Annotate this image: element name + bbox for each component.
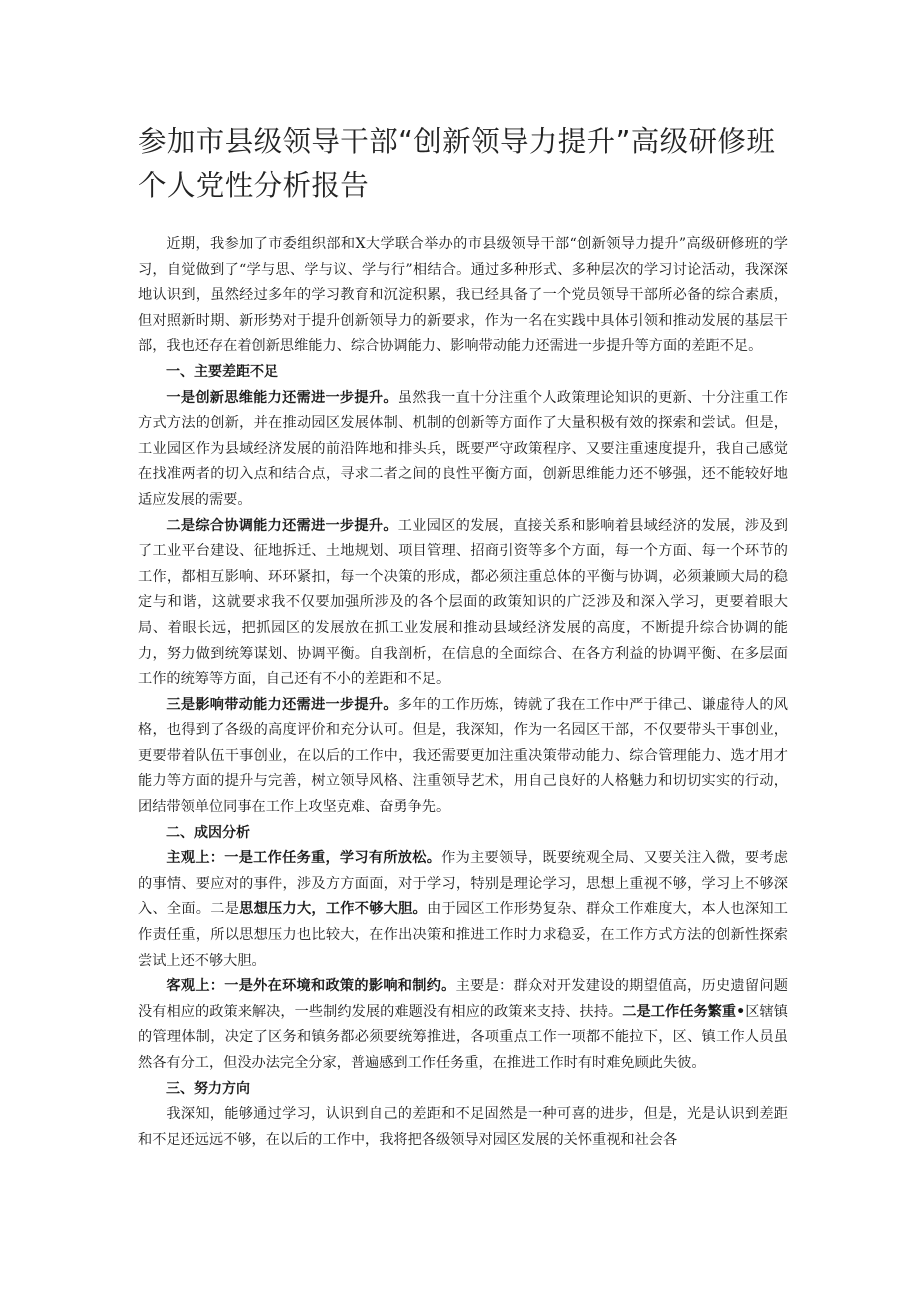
paragraph-innovation [138, 386, 788, 514]
paragraph-influence [138, 693, 788, 821]
document-page [138, 120, 788, 1153]
paragraph-lead: 客观上：一是外在环境和政策的影响和制约。 [166, 978, 456, 995]
paragraph-lead: 一是创新思维能力还需进一步提升。 [166, 389, 398, 406]
paragraph-body: 工业园区的发展，直接关系和影响着县域经济的发展，涉及到了工业平台建设、征地拆迁、土地规划、项目管理、招商引资等多个方面，每一个方面、每一个环节的工作，都相互影响、环环紧扣，每一个决策的形成，都必须注重总体的平衡与协调，必须兼顾大局的稳定与和谐，这就要求我不仅要加强所涉及的各个层面的政策知识的广泛涉及和深入学习，更要着眼大局、着眼长远，把抓园区的发展放在抓工业发展和推动县域经济发展的高度，不断提升综合协调的能力，努力做到统筹谋划、协调平衡。自我剖析，在信息的全面综合、在各方利益的协调平衡、在多层面工作的统筹等方面，自己还有不小的差距和不足。 [138, 517, 788, 688]
paragraph-objective [138, 974, 788, 1076]
paragraph-body: 主要是：群众对开发建设的期望值高，历史遗留问题没有相应的政策来解决，一些制约发展的难题没有相应的政策来支持、扶持。 [138, 978, 788, 1020]
paragraph-body-secondary: 区辖镇的管理体制，决定了区务和镇务都必须要统筹推进，各项重点工作一项都不能拉下，区、镇工作人员虽然各有分工，但没办法完全分家，普遍感到工作任务重，在推进工作时有时难免顾此失彼。 [138, 1003, 788, 1071]
intro-paragraph: 近期，我参加了市委组织部和X大学联合举办的市县级领导干部“创新领导力提升”高级研修班的学习，自觉做到了“学与思、学与议、学与行”相结合。通过多种形式、多种层次的学习讨论活动，我深深地认识到，虽然经过多年的学习教育和沉淀积累，我已经具备了一个党员领导干部所必备的综合素质，但对照新时期、新形势对于提升创新领导力的新要求，作为一名在实践中具体引领和推动发展的基层干部，我也还存在着创新思维能力、综合协调能力、影响带动能力还需进一步提升等方面的差距不足。 [138, 236, 788, 355]
paragraph-body: 多年的工作历炼，铸就了我在工作中严于律己、谦虚待人的风格，也得到了各级的高度评价和充分认可。但是，我深知，作为一名园区干部，不仅要带头干事创业，更要带着队伍干事创业，在以后的工作中，我还需要更加注重决策带动能力、综合管理能力、选才用才能力等方面的提升与完善，树立领导风格、注重领导艺术，用自己良好的人格魅力和切切实实的行动，团结带领单位同事在工作上攻坚克难、奋勇争先。 [138, 696, 788, 816]
paragraph-lead-secondary: 思想压力大，工作不够大胆。 [239, 901, 427, 918]
section-heading-3: 三、努力方向 [166, 1080, 250, 1097]
paragraph-body: 作为主要领导，既要统观全局、又要关注入微，要考虑的事情、要应对的事件，涉及方方面面，对于学习，特别是理论学习，思想上重视不够，学习上不够深入、全面。二是 [138, 850, 788, 918]
paragraph-body-secondary: 由于园区工作形势复杂、群众工作难度大，本人也深知工作责任重，所以思想压力也比较大，在作出决策和推进工作时力求稳妥，在工作方式方法的创新性探索尝试上还不够大胆。 [138, 901, 788, 969]
section-heading-1: 一、主要差距不足 [166, 363, 278, 380]
paragraph-lead-secondary: 二是工作任务繁重• [622, 1003, 746, 1020]
title-line-1: 参加市县级领导干部“创新领导力提升”高级研修班 [138, 125, 776, 158]
paragraph-body: 虽然我一直十分注重个人政策理论知识的更新、十分注重工作方式方法的创新，并在推动园区发展体制、机制的创新等方面作了大量积极有效的探索和尝试。但是，工业园区作为县域经济发展的前沿阵地和排头兵，既要严守政策程序、又要注重速度提升，我自己感觉在找准两者的切入点和结合点，寻求二者之间的良性平衡方面，创新思维能力还不够强，还不能较好地适应发展的需要。 [138, 389, 788, 508]
title-line-2: 个人党性分析报告 [138, 169, 370, 202]
paragraph-coordination [138, 514, 788, 693]
section-heading-2: 二、成因分析 [166, 824, 250, 841]
paragraph-subjective [138, 846, 788, 974]
paragraph-lead: 主观上：一是工作任务重，学习有所放松。 [166, 850, 442, 867]
paragraph-lead: 二是综合协调能力还需进一步提升。 [166, 517, 398, 534]
paragraph-direction: 我深知，能够通过学习，认识到自己的差距和不足固然是一种可喜的进步，但是，光是认识到差距和不足还远远不够，在以后的工作中，我将把各级领导对园区发展的关怀重视和社会各 [138, 1106, 788, 1148]
document-title [138, 120, 788, 208]
paragraph-lead: 三是影响带动能力还需进一步提升。 [166, 696, 398, 713]
